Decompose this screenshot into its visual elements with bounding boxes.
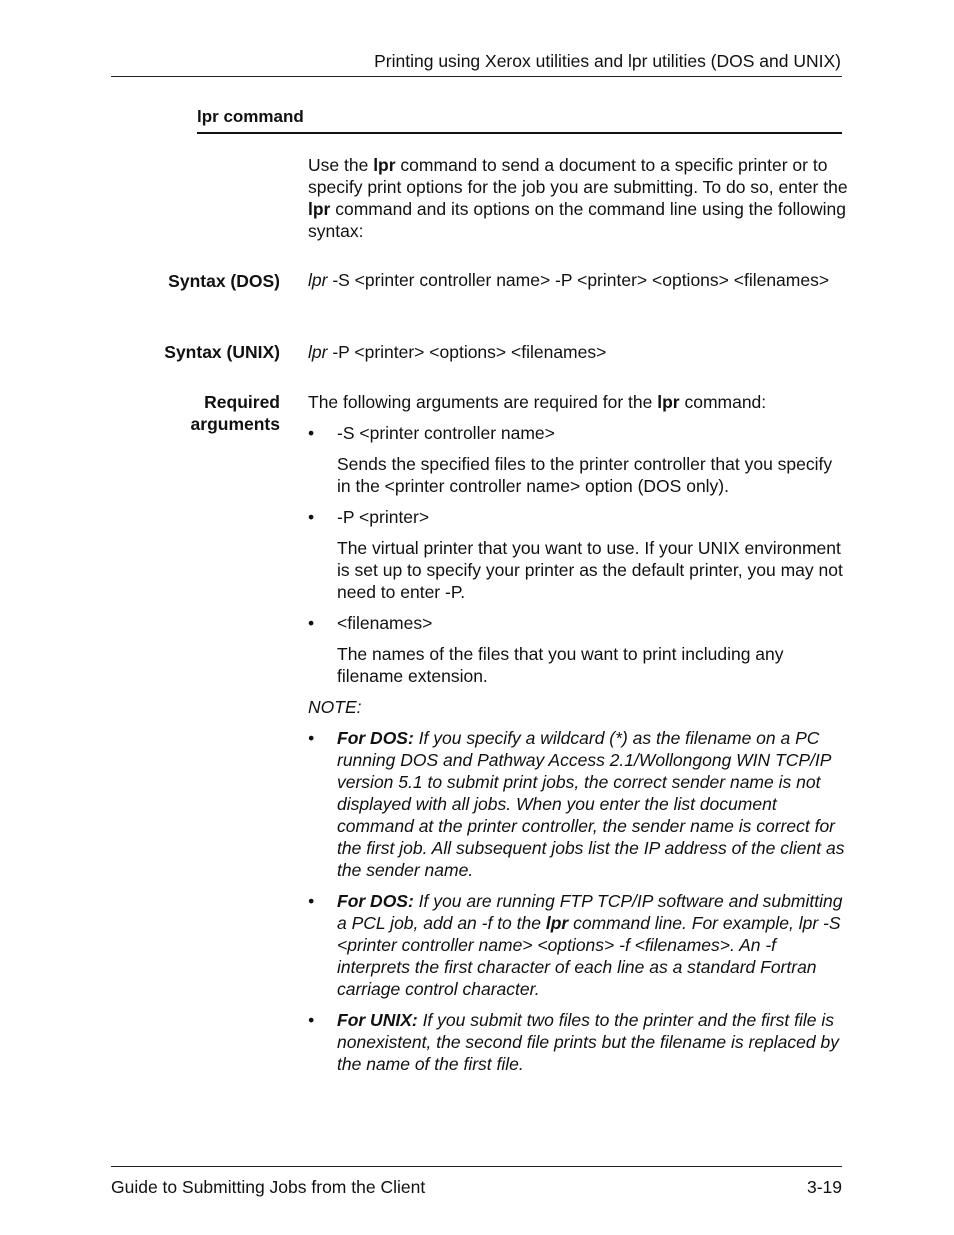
argument-term: <filenames> bbox=[337, 613, 433, 633]
lpr-keyword: lpr bbox=[308, 199, 331, 219]
syntax-dos-text: lpr -S <printer controller name> -P <printer> <options> <filenames> bbox=[308, 270, 830, 290]
note-lead: For UNIX: bbox=[337, 1010, 418, 1030]
section-title: lpr command bbox=[197, 107, 304, 126]
intro-paragraph: Use the lpr command to send a document to a specific printer or to specify print options for the job you are submitting. To do so, enter the lpr command and its options on the command line using the following syntax: bbox=[308, 155, 848, 241]
syntax-unix-text: lpr -P <printer> <options> <filenames> bbox=[308, 342, 607, 362]
argument-term: -S <printer controller name> bbox=[337, 423, 555, 443]
running-header: Printing using Xerox utilities and lpr utilities (DOS and UNIX) bbox=[374, 51, 841, 71]
lpr-command: lpr bbox=[308, 270, 328, 290]
bullet: • bbox=[308, 728, 315, 748]
argument-term: -P <printer> bbox=[337, 507, 430, 527]
footer-title: Guide to Submitting Jobs from the Client bbox=[111, 1177, 426, 1197]
lpr-keyword: lpr bbox=[373, 155, 396, 175]
syntax-unix-label: Syntax (UNIX) bbox=[164, 342, 280, 362]
bullet: • bbox=[308, 1010, 315, 1030]
note-lead: For DOS: bbox=[337, 728, 414, 748]
list-item bbox=[308, 506, 848, 528]
required-intro: The following arguments are required for the lpr command: bbox=[308, 392, 767, 412]
bullet: • bbox=[308, 423, 315, 443]
list-item bbox=[308, 422, 848, 444]
note-label: NOTE: bbox=[308, 697, 362, 717]
note-item: • For DOS: If you specify a wildcard (*) as the filename on a PC running DOS and Pathway Access 2.1/Wollongong WIN TCP/IP version 5.1 to submit print jobs, the correct sender name is not displayed with all jobs. When you enter the list document command at the printer controller, the sender name is correct for the first job. All subsequent jobs list the IP address of the client as the sender name. bbox=[308, 728, 845, 880]
required-arguments-body bbox=[308, 391, 848, 1075]
page-number: 3-19 bbox=[806, 1177, 842, 1197]
list-item bbox=[308, 612, 848, 634]
section-rule bbox=[197, 132, 842, 134]
syntax-dos-label: Syntax (DOS) bbox=[168, 271, 280, 291]
bullet: • bbox=[308, 891, 315, 911]
bullet: • bbox=[308, 613, 315, 633]
note-lead: For DOS: bbox=[337, 891, 414, 911]
footer-rule bbox=[111, 1166, 842, 1167]
lpr-command: lpr bbox=[308, 342, 328, 362]
bullet: • bbox=[308, 507, 315, 527]
note-item: • For UNIX: If you submit two files to the printer and the first file is nonexistent, the second file prints but the filename is replaced by the name of the first file. bbox=[308, 1010, 839, 1074]
argument-description: Sends the specified files to the printer controller that you specify in the <printer controller name> option (DOS only). bbox=[337, 454, 833, 496]
argument-description: The names of the files that you want to print including any filename extension. bbox=[337, 644, 784, 686]
required-arguments-label: Required arguments bbox=[190, 392, 280, 434]
note-item: • For DOS: If you are running FTP TCP/IP software and submitting a PCL job, add an -f to the lpr command line. For example, lpr -S <printer controller name> <options> -f <filenames>. An -f interprets the first character of each line as a standard Fortran carriage control character. bbox=[308, 891, 843, 999]
header-rule bbox=[111, 76, 842, 77]
argument-description: The virtual printer that you want to use. If your UNIX environment is set up to specify your printer as the default printer, you may not need to enter -P. bbox=[337, 538, 843, 602]
